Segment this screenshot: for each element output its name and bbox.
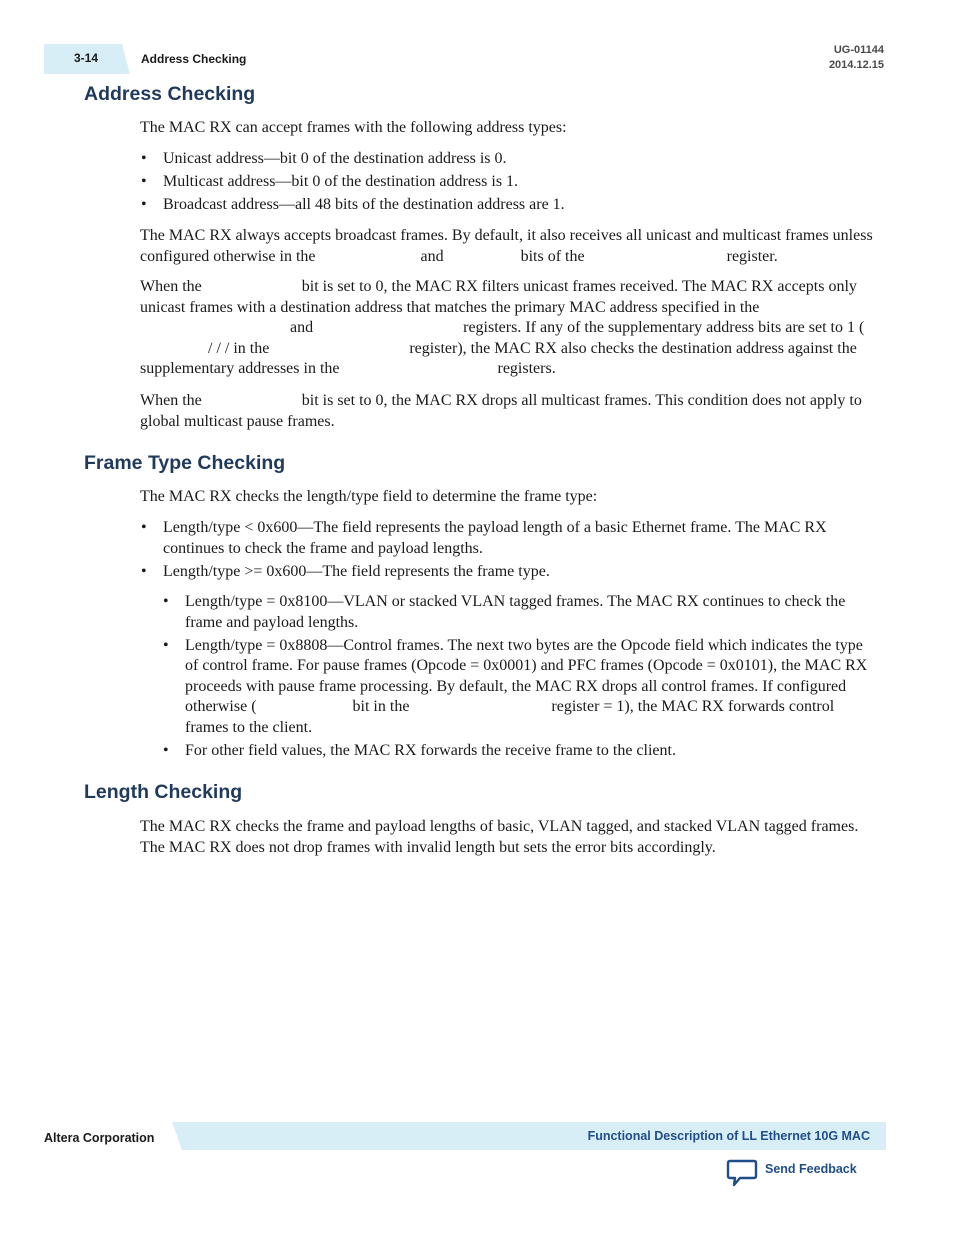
address-paragraph-2 <box>140 277 876 380</box>
running-header-section: Address Checking <box>141 52 247 66</box>
list-item: • Unicast address—bit 0 of the destination address is 0. <box>140 149 876 170</box>
address-paragraph-3 <box>140 391 876 432</box>
text-run: bit is set to 0, the MAC RX drops all multicast frames. This condition does not apply to global multicast pause frames. <box>140 392 862 430</box>
footer-corporation: Altera Corporation <box>44 1131 155 1145</box>
frame-type-sublist <box>162 592 876 764</box>
text-run: register), the MAC RX also checks the destination address against the supplementary addresses in the <box>140 339 857 377</box>
heading-address-checking: Address Checking <box>84 83 256 105</box>
text-run: The MAC RX always accepts broadcast frames. By default, it also receives all unicast and multicast frames unless configured otherwise in the <box>140 227 873 265</box>
length-checking-text: The MAC RX checks the frame and payload lengths of basic, VLAN tagged, and stacked VLAN tagged frames. The MAC RX does not drop frames with invalid length but sets the error bits accordingly. <box>140 818 859 856</box>
footer-chapter-link[interactable]: Functional Description of LL Ethernet 10G MAC <box>587 1129 870 1143</box>
text-run: and <box>420 247 444 265</box>
text-run: When the <box>140 392 202 409</box>
text-run: register. <box>726 247 778 265</box>
list-item: • Length/type >= 0x600—The field represents the frame type. <box>140 562 876 583</box>
frame-type-intro: The MAC RX checks the length/type field to determine the frame type: <box>140 488 598 505</box>
list-item: • Multicast address—bit 0 of the destination address is 1. <box>140 172 876 193</box>
document-id: UG-01144 <box>833 44 884 56</box>
text-run: and <box>290 319 314 336</box>
page-number: 3-14 <box>74 51 99 65</box>
address-intro: The MAC RX can accept frames with the following address types: <box>140 119 567 136</box>
text-run: Length/type = 0x8808—Control frames. The next two bytes are the Opcode field which indicates the type of control frame. For pause frames (Opcode = 0x0001) and PFC frames (Opcode = 0x0101), the MAC RX proceeds with pause frame processing. By default, the MAC RX drops all control frames. If configured otherwise ( <box>185 636 868 715</box>
text-run: / / / <box>208 339 230 357</box>
list-item: • Length/type < 0x600—The field represents the payload length of a basic Ethernet frame. The MAC RX continues to check the frame and payload lengths. <box>140 518 876 559</box>
document-date: 2014.12.15 <box>828 59 884 71</box>
list-item: • For other field values, the MAC RX forwards the receive frame to the client. <box>162 741 876 762</box>
address-types-list <box>140 149 876 218</box>
heading-frame-type-checking: Frame Type Checking <box>84 452 286 474</box>
document-id-block <box>829 43 884 73</box>
frame-type-list <box>140 518 876 585</box>
speech-bubble-icon[interactable] <box>726 1158 758 1188</box>
text-run: When the <box>140 278 202 295</box>
list-item <box>162 636 876 739</box>
text-run: in the <box>233 339 270 357</box>
list-item: • Broadcast address—all 48 bits of the destination address are 1. <box>140 195 876 216</box>
send-feedback-link[interactable]: Send Feedback <box>765 1162 857 1176</box>
address-paragraph-1 <box>140 226 876 267</box>
text-run: bit is set to 0, the MAC RX filters unicast frames received. The MAC RX accepts only unicast frames with a destination address that matches the primary MAC address specified in the <box>140 278 857 316</box>
text-run: registers. <box>497 360 556 377</box>
text-run: register = 1), the MAC RX forwards control frames to the client. <box>185 698 835 736</box>
text-run: bit in the <box>352 698 410 715</box>
list-item: • Length/type = 0x8100—VLAN or stacked VLAN tagged frames. The MAC RX continues to check the frame and payload lengths. <box>162 592 876 633</box>
heading-length-checking: Length Checking <box>84 781 243 803</box>
text-run: registers. If any of the supplementary address bits are set to 1 ( <box>463 319 865 336</box>
text-run: bits of the <box>520 247 585 265</box>
